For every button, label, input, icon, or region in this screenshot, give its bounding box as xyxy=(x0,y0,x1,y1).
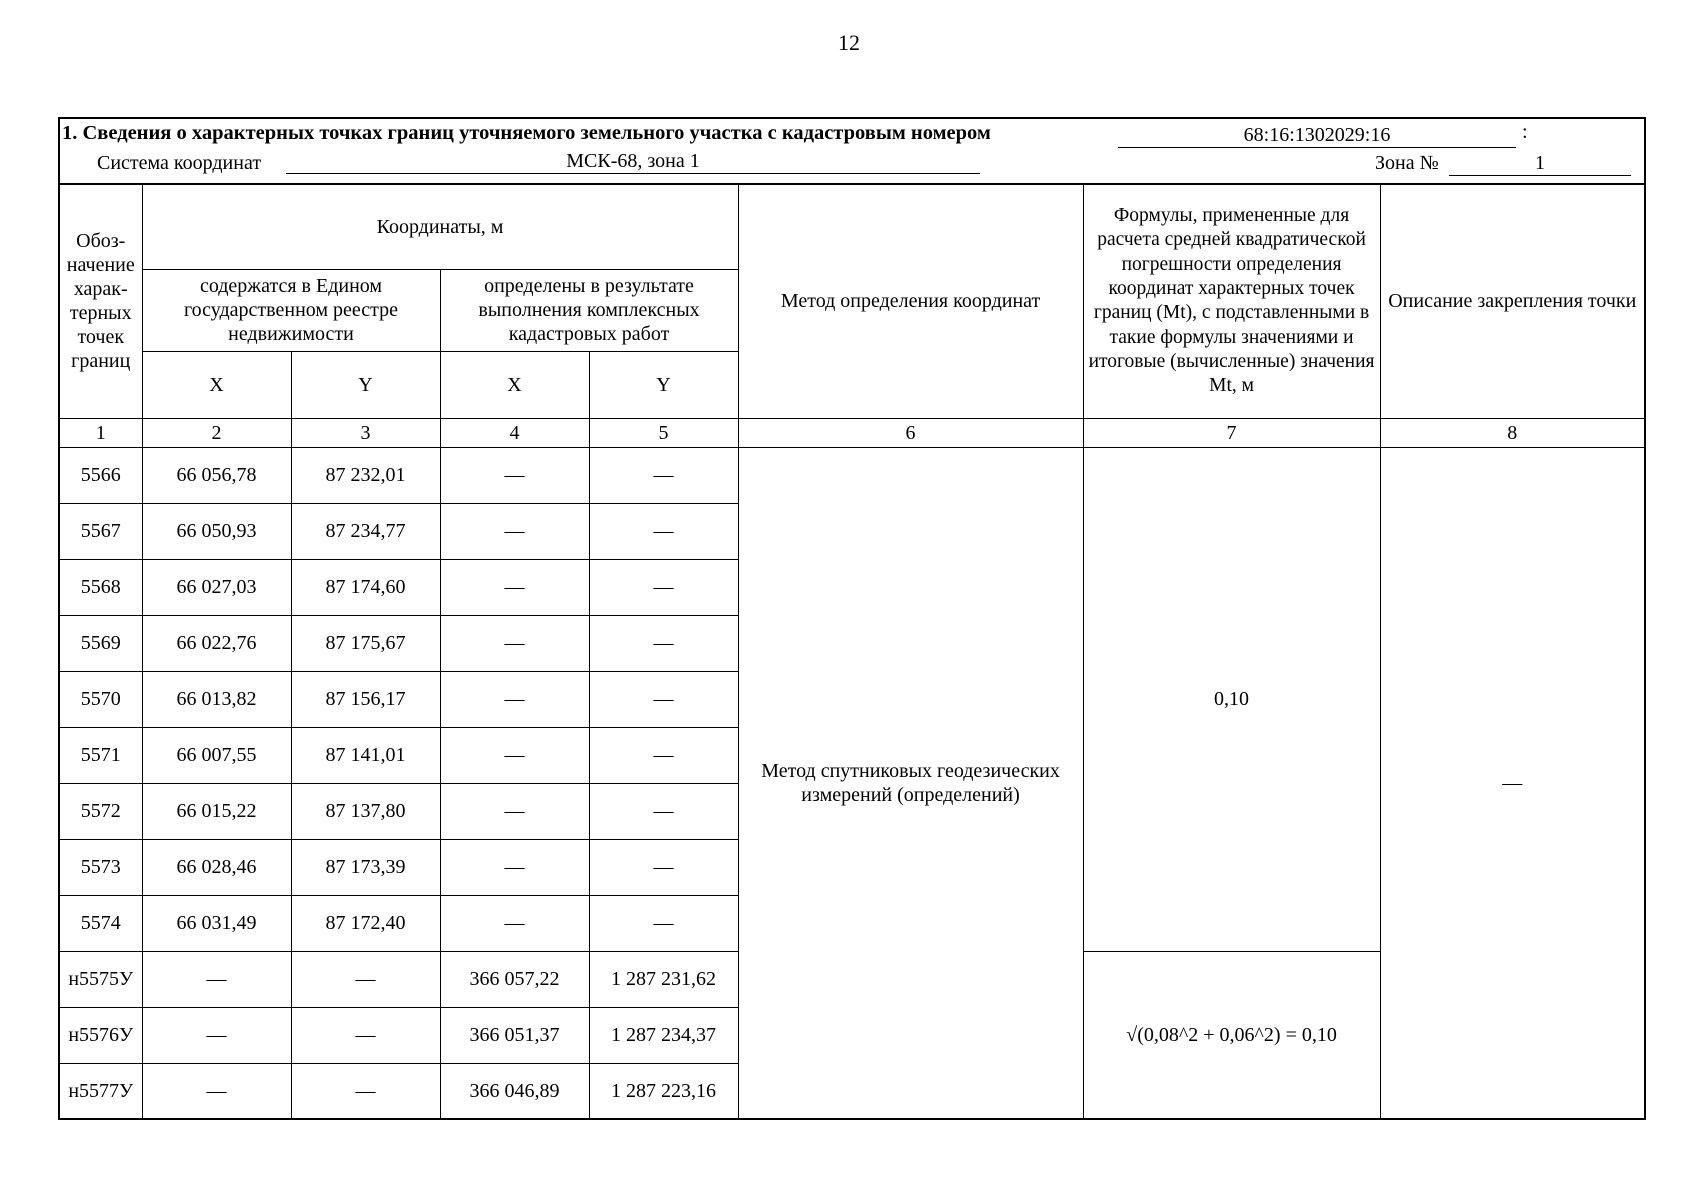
kkr-y-value: — xyxy=(589,671,738,727)
cadastral-number-field: 68:16:1302029:16 xyxy=(1118,123,1516,148)
column-number: 8 xyxy=(1380,418,1644,447)
egrn-x-value: 66 027,03 xyxy=(142,559,291,615)
header-egrn-x: X xyxy=(142,351,291,418)
method-cell: Метод спутниковых геодезических измерений (определений) xyxy=(738,447,1083,1119)
egrn-x-value: — xyxy=(142,951,291,1007)
header-egrn-y: Y xyxy=(291,351,440,418)
header-kkr-y: Y xyxy=(589,351,738,418)
column-number: 5 xyxy=(589,418,738,447)
egrn-x-value: 66 031,49 xyxy=(142,895,291,951)
kkr-y-value: — xyxy=(589,783,738,839)
egrn-x-value: 66 028,46 xyxy=(142,839,291,895)
egrn-y-value: 87 156,17 xyxy=(291,671,440,727)
point-name: 5566 xyxy=(60,447,142,503)
egrn-y-value: — xyxy=(291,951,440,1007)
point-name: 5572 xyxy=(60,783,142,839)
zone-value-field: 1 xyxy=(1449,151,1631,176)
column-number-row xyxy=(60,418,1644,447)
kkr-y-value: — xyxy=(589,503,738,559)
kkr-x-value: — xyxy=(440,447,589,503)
cadastral-number-colon: : xyxy=(1522,121,1528,143)
crs-label: Система координат xyxy=(97,152,262,174)
point-name: н5576У xyxy=(60,1007,142,1063)
egrn-y-value: 87 175,67 xyxy=(291,615,440,671)
kkr-x-value: — xyxy=(440,783,589,839)
column-number: 4 xyxy=(440,418,589,447)
kkr-x-value: 366 057,22 xyxy=(440,951,589,1007)
egrn-y-value: — xyxy=(291,1063,440,1119)
egrn-x-value: 66 050,93 xyxy=(142,503,291,559)
kkr-y-value: — xyxy=(589,895,738,951)
crs-value-field: МСК-68, зона 1 xyxy=(286,149,980,174)
point-name: 5567 xyxy=(60,503,142,559)
egrn-y-value: — xyxy=(291,1007,440,1063)
kkr-y-value: 1 287 234,37 xyxy=(589,1007,738,1063)
boundary-points-sheet xyxy=(58,117,1646,1120)
egrn-y-value: 87 137,80 xyxy=(291,783,440,839)
table-row xyxy=(60,447,1644,503)
egrn-y-value: 87 232,01 xyxy=(291,447,440,503)
page-number: 12 xyxy=(838,30,860,55)
point-name: 5571 xyxy=(60,727,142,783)
point-name: н5577У xyxy=(60,1063,142,1119)
point-name: 5568 xyxy=(60,559,142,615)
kkr-y-value: — xyxy=(589,727,738,783)
point-name: 5573 xyxy=(60,839,142,895)
column-number: 1 xyxy=(60,418,142,447)
kkr-y-value: — xyxy=(589,615,738,671)
point-name: 5569 xyxy=(60,615,142,671)
kkr-y-value: — xyxy=(589,447,738,503)
kkr-x-value: 366 046,89 xyxy=(440,1063,589,1119)
kkr-y-value: 1 287 231,62 xyxy=(589,951,738,1007)
column-number: 6 xyxy=(738,418,1083,447)
egrn-y-value: 87 172,40 xyxy=(291,895,440,951)
point-name: 5574 xyxy=(60,895,142,951)
boundary-points-table xyxy=(60,185,1644,1120)
column-number: 7 xyxy=(1083,418,1380,447)
kkr-x-value: — xyxy=(440,839,589,895)
egrn-y-value: 87 234,77 xyxy=(291,503,440,559)
column-number: 2 xyxy=(142,418,291,447)
egrn-y-value: 87 141,01 xyxy=(291,727,440,783)
kkr-x-value: — xyxy=(440,559,589,615)
egrn-x-value: — xyxy=(142,1063,291,1119)
egrn-x-value: 66 022,76 xyxy=(142,615,291,671)
zone-label: Зона № xyxy=(1375,152,1439,174)
header-kkr-coordinates: определены в результате выполнения комплексных кадастровых работ xyxy=(440,269,738,351)
egrn-x-value: 66 013,82 xyxy=(142,671,291,727)
kkr-x-value: 366 051,37 xyxy=(440,1007,589,1063)
egrn-y-value: 87 174,60 xyxy=(291,559,440,615)
kkr-x-value: — xyxy=(440,895,589,951)
kkr-y-value: 1 287 223,16 xyxy=(589,1063,738,1119)
mt-value-egrn-cell: 0,10 xyxy=(1083,447,1380,951)
egrn-x-value: 66 056,78 xyxy=(142,447,291,503)
kkr-y-value: — xyxy=(589,559,738,615)
kkr-x-value: — xyxy=(440,727,589,783)
egrn-x-value: 66 007,55 xyxy=(142,727,291,783)
section-header xyxy=(60,119,1644,185)
kkr-y-value: — xyxy=(589,839,738,895)
point-name: н5575У xyxy=(60,951,142,1007)
header-point-description: Описание закрепления точки xyxy=(1380,185,1644,418)
header-method: Метод определения координат xyxy=(738,185,1083,418)
header-point-designation: Обоз-начение харак-терных точек границ xyxy=(60,185,142,418)
point-name: 5570 xyxy=(60,671,142,727)
kkr-x-value: — xyxy=(440,671,589,727)
point-description-cell: — xyxy=(1380,447,1644,1119)
section-title: 1. Сведения о характерных точках границ уточняемого земельного участка с кадастровым номером xyxy=(62,122,991,144)
mt-formula-cell: √(0,08^2 + 0,06^2) = 0,10 xyxy=(1083,951,1380,1119)
header-mt-formulas: Формулы, примененные для расчета средней квадратической погрешности определения координат характерных точек границ (Mt), с подставленными в такие формулы значениями и итоговые (вычисленные) значения Mt, м xyxy=(1083,185,1380,418)
header-kkr-x: X xyxy=(440,351,589,418)
column-number: 3 xyxy=(291,418,440,447)
header-coordinates: Координаты, м xyxy=(142,185,738,269)
egrn-x-value: — xyxy=(142,1007,291,1063)
egrn-x-value: 66 015,22 xyxy=(142,783,291,839)
egrn-y-value: 87 173,39 xyxy=(291,839,440,895)
kkr-x-value: — xyxy=(440,615,589,671)
header-egrn-coordinates: содержатся в Едином государственном реестре недвижимости xyxy=(142,269,440,351)
kkr-x-value: — xyxy=(440,503,589,559)
